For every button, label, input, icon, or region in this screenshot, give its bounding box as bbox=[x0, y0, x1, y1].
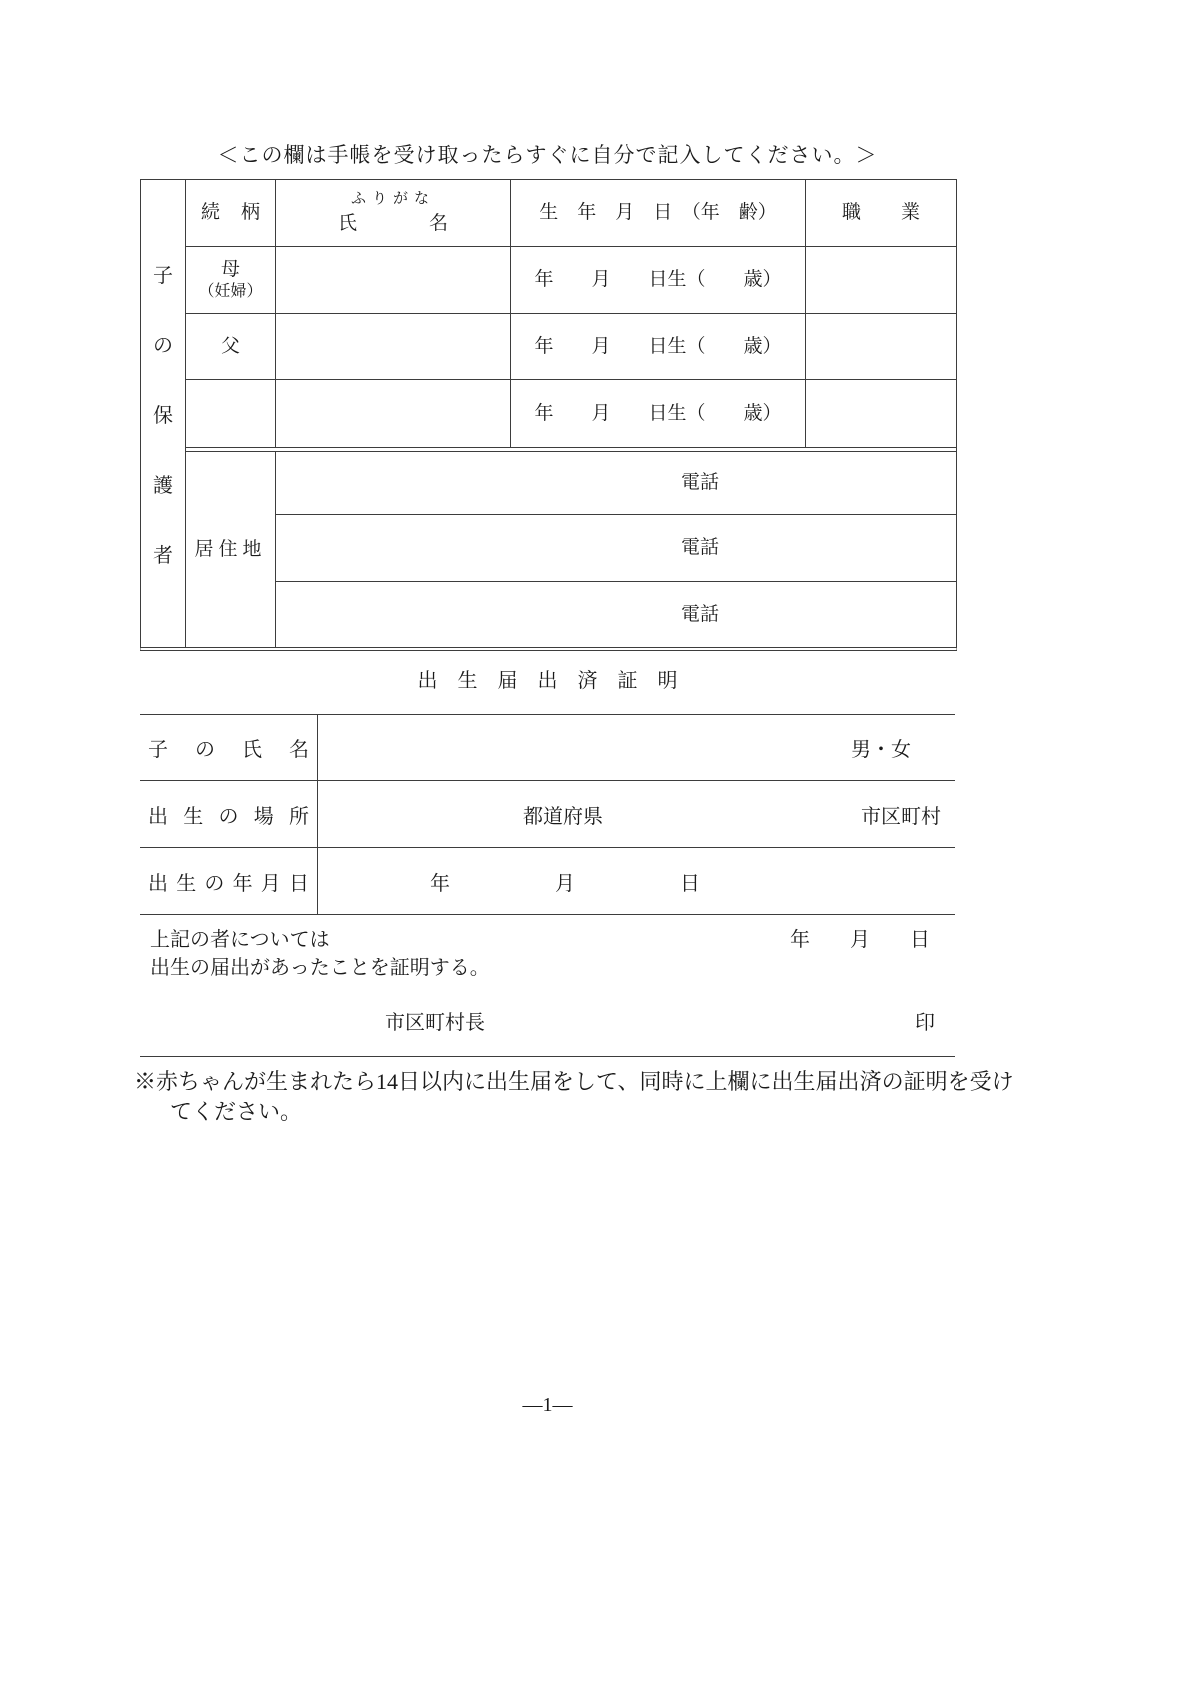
name-entry-cell bbox=[276, 247, 511, 314]
child-name-entry-cell bbox=[318, 715, 955, 781]
certification-statement bbox=[140, 915, 955, 1057]
phone-label: 電話 bbox=[681, 472, 720, 494]
birth-place-label: 出生の場所 bbox=[140, 781, 318, 848]
name-label: 氏名 bbox=[338, 213, 448, 234]
certificate-title: 出 生 届 出 済 証 明 bbox=[417, 670, 678, 692]
phone-label: 電話 bbox=[681, 603, 720, 625]
residence-entry-row bbox=[276, 515, 956, 582]
occupation-entry-cell bbox=[806, 314, 956, 380]
fill-in-instruction: ＜この欄は手帳を受け取ったらすぐに自分で記入してください。＞ bbox=[217, 143, 878, 167]
birthdate-cell: 年 月 日生（ 歳） bbox=[511, 247, 806, 314]
birth-date-label: 出生の年月日 bbox=[140, 848, 318, 915]
name-entry-cell bbox=[276, 314, 511, 380]
month-label: 月 bbox=[555, 872, 575, 895]
relation-note: （妊婦） bbox=[198, 282, 263, 300]
birthdate-cell: 年 月 日生（ 歳） bbox=[511, 380, 806, 447]
sex-options: 男・女 bbox=[851, 739, 911, 761]
header-name bbox=[276, 180, 511, 247]
side-label-char: 護 bbox=[153, 475, 173, 497]
relation-cell-father: 父 bbox=[186, 314, 276, 380]
side-label-char: 保 bbox=[153, 405, 173, 427]
furigana-label: ふりがな bbox=[350, 191, 435, 208]
relation-cell-mother: 母 （妊婦） bbox=[186, 247, 276, 314]
birth-date-entry-cell bbox=[318, 848, 955, 915]
name-entry-cell bbox=[276, 380, 511, 447]
guardian-side-label bbox=[141, 180, 186, 647]
header-birthdate: 生 年 月 日 （年 齢） bbox=[511, 180, 806, 247]
birth-place-entry-cell bbox=[318, 781, 955, 848]
residence-entry-row bbox=[276, 452, 956, 515]
birth-certificate-table bbox=[140, 714, 955, 915]
seal-mark: 印 bbox=[915, 1012, 935, 1034]
relation-cell-blank bbox=[186, 380, 276, 447]
child-name-label: 子の氏名 bbox=[140, 715, 318, 781]
footnote-line: てください。 bbox=[170, 1099, 303, 1124]
page-number: ―1― bbox=[522, 1394, 573, 1416]
side-label-char: の bbox=[153, 335, 173, 357]
occupation-entry-cell bbox=[806, 380, 956, 447]
statement-line2: 出生の届出があったことを証明する。 bbox=[150, 957, 490, 979]
header-occupation: 職業 bbox=[806, 180, 956, 247]
day-label: 日 bbox=[680, 872, 700, 895]
residence-label: 居住地 bbox=[186, 452, 276, 647]
year-label: 年 bbox=[430, 872, 450, 895]
side-label-char: 子 bbox=[153, 265, 173, 287]
statement-line1: 上記の者については bbox=[150, 929, 330, 951]
certification-date-blank: 年 月 日 bbox=[790, 929, 930, 951]
header-relation: 続柄 bbox=[186, 180, 276, 247]
footnote bbox=[134, 1067, 1094, 1127]
mayor-label: 市区町村長 bbox=[385, 1012, 485, 1034]
residence-entry-row bbox=[276, 582, 956, 647]
occupation-entry-cell bbox=[806, 247, 956, 314]
phone-label: 電話 bbox=[681, 537, 720, 559]
guardian-info-table bbox=[140, 179, 957, 651]
prefecture-label: 都道府県 bbox=[523, 805, 603, 828]
municipality-label: 市区町村 bbox=[861, 805, 941, 828]
side-label-char: 者 bbox=[153, 545, 173, 567]
footnote-line: ※赤ちゃんが生まれたら14日以内に出生届をして、同時に上欄に出生届出済の証明を受け bbox=[134, 1069, 1014, 1094]
birthdate-cell: 年 月 日生（ 歳） bbox=[511, 314, 806, 380]
